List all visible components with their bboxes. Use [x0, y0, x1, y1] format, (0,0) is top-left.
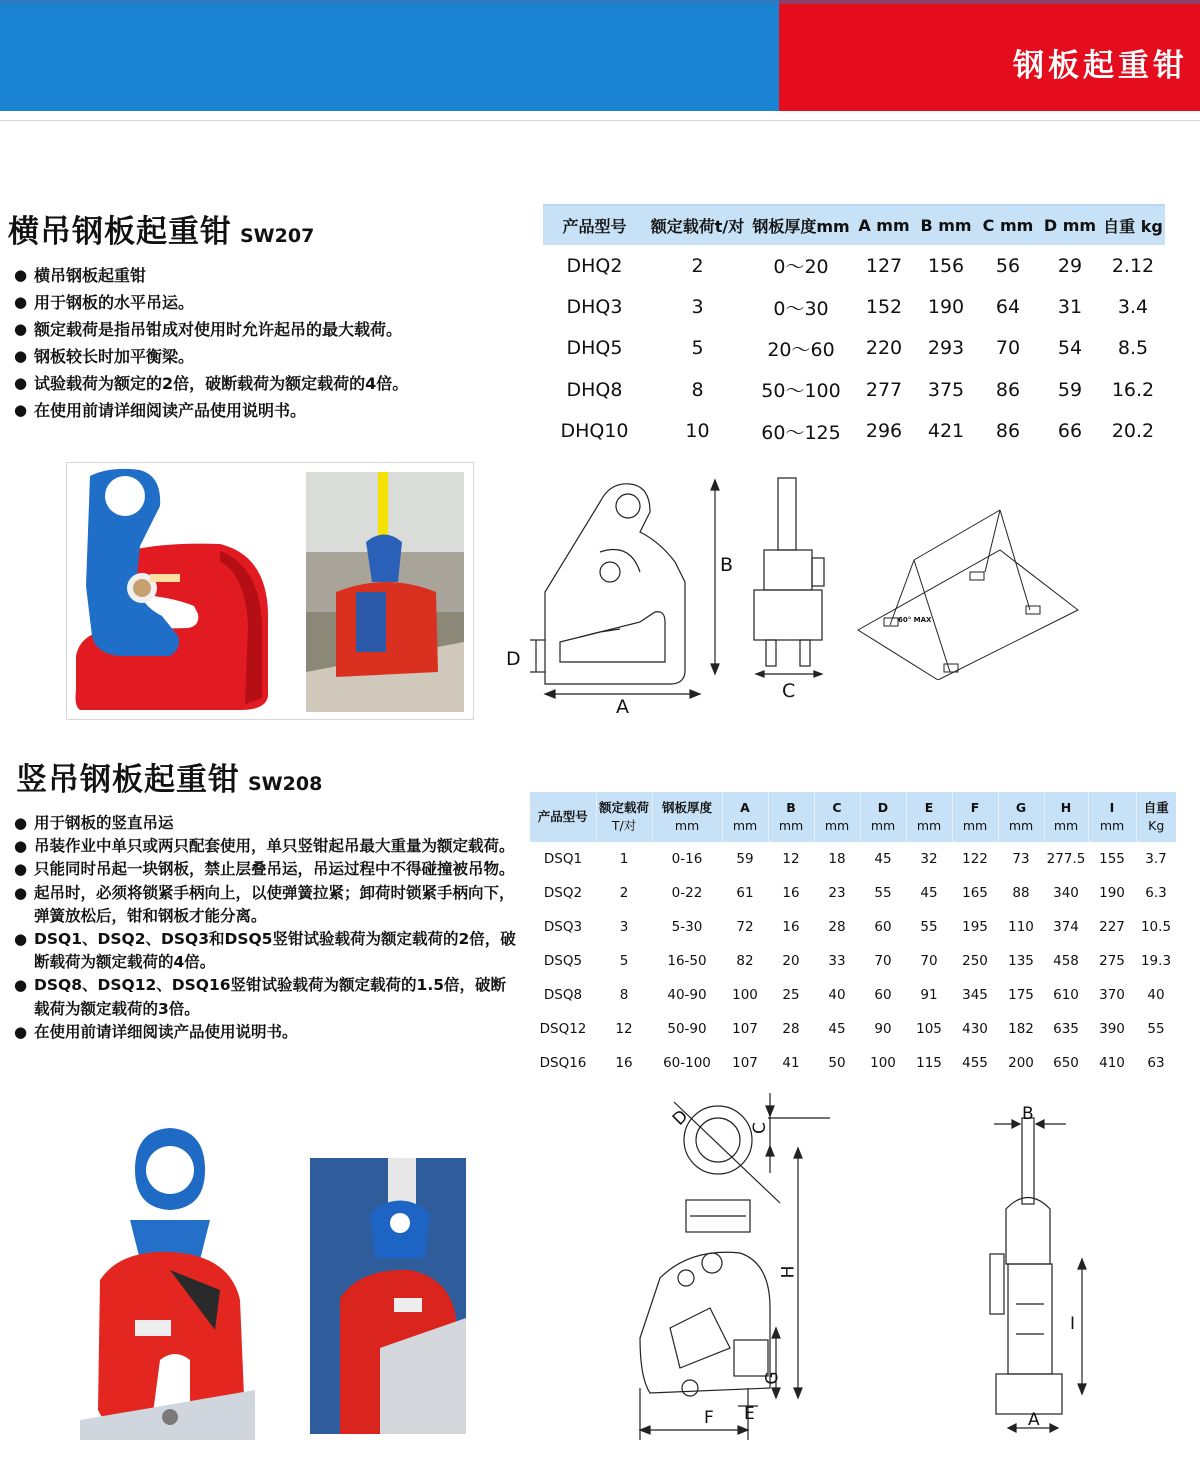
table-cell: 8.5 [1117, 337, 1149, 360]
table-cell: 60～125 [761, 421, 841, 444]
table-cell: 370 [1099, 987, 1125, 1003]
table-header-cell [1136, 792, 1176, 842]
table-header-cell: B mm [915, 205, 977, 245]
table-cell: DSQ5 [543, 953, 583, 969]
list-item: ● 起吊时，必须将锁紧手柄向上，以使弹簧拉紧；卸荷时锁紧手柄向下，弹簧放松后，钳和钢板才能分离。 [14, 882, 519, 928]
table-header-label: 自重 [1143, 800, 1169, 815]
table-cell: 340 [1053, 885, 1079, 901]
table-header-cell: 自重 kg [1101, 205, 1165, 245]
table-cell: 64 [995, 296, 1021, 319]
table-cell: 127 [865, 254, 903, 277]
table-row [530, 910, 1176, 944]
table-cell: 6.3 [1145, 885, 1167, 901]
table-header-unit: T/对 [611, 818, 637, 833]
table-header-label: A [740, 800, 750, 815]
angle-label: 60° MAX [898, 616, 932, 624]
vertical-clamp-front-drawing [986, 1104, 1096, 1438]
section2-spec-table [530, 792, 1176, 1080]
table-cell: 45 [828, 1021, 846, 1037]
section1-title [8, 206, 314, 251]
table-cell: 23 [828, 885, 846, 901]
table-header-cell [814, 792, 860, 842]
table-header-cell [906, 792, 952, 842]
table-header-cell [722, 792, 768, 842]
list-item: ● 用于钢板的水平吊运。 [14, 289, 514, 316]
table-cell: 60 [874, 987, 892, 1003]
banner-blue-block [0, 0, 779, 111]
table-cell: 16 [782, 919, 800, 935]
table-cell: 374 [1053, 919, 1079, 935]
vertical-clamp-photo [80, 1120, 255, 1440]
table-row [543, 245, 1165, 286]
table-cell: 61 [736, 885, 754, 901]
table-header-label: G [1015, 800, 1027, 815]
table-cell: DHQ3 [566, 296, 623, 319]
table-header-cell [768, 792, 814, 842]
list-item: ● 在使用前请详细阅读产品使用说明书。 [14, 397, 514, 424]
table-cell: 16.2 [1111, 378, 1155, 401]
table-cell: 88 [1012, 885, 1030, 901]
dim-label-g: G [762, 1371, 783, 1385]
table-row [530, 842, 1176, 876]
table-cell: 190 [1099, 885, 1125, 901]
table-cell: 421 [927, 420, 965, 443]
table-cell: DHQ10 [560, 420, 629, 443]
dim-label-a: A [616, 696, 629, 716]
list-item: ● 吊装作业中单只或两只配套使用，单只竖钳起吊最大重量为额定载荷。 [14, 835, 519, 858]
list-item: ● 横吊钢板起重钳 [14, 262, 514, 289]
section2-bullet-list [14, 812, 519, 1044]
table-cell: 40-90 [667, 987, 707, 1003]
table-cell: 20.2 [1111, 420, 1155, 443]
table-row [530, 1046, 1176, 1080]
dim-label-c: C [749, 1122, 770, 1134]
banner-top-line [0, 0, 1200, 4]
table-cell: 10.5 [1140, 919, 1172, 935]
section2-title [16, 754, 322, 799]
table-header-label: 产品型号 [537, 809, 588, 824]
table-cell: 227 [1099, 919, 1125, 935]
table-cell: 19.3 [1140, 953, 1172, 969]
table-cell: 63 [1147, 1055, 1165, 1071]
table-cell: 29 [1057, 254, 1083, 277]
table-cell: 296 [865, 420, 903, 443]
dim-label-c: C [782, 680, 796, 702]
table-header-cell [530, 792, 596, 842]
section2-code: SW208 [248, 773, 323, 795]
table-cell: 650 [1053, 1055, 1079, 1071]
table-header-cell: C mm [977, 205, 1039, 245]
vertical-clamp-side-drawing [630, 1088, 850, 1440]
table-cell: 8 [619, 987, 629, 1003]
table-cell: 610 [1053, 987, 1079, 1003]
table-cell: 41 [782, 1055, 800, 1071]
list-item: ● DSQ1、DSQ2、DSQ3和DSQ5竖钳试验载荷为额定载荷的2倍，破断载荷为额定载荷的4倍。 [14, 928, 519, 974]
table-cell: 86 [995, 378, 1021, 401]
dim-label-b: B [720, 554, 734, 576]
section1-spec-table [543, 204, 1165, 452]
table-header-label: C [832, 800, 842, 815]
table-cell: 18 [828, 851, 846, 867]
table-cell: 40 [1147, 987, 1165, 1003]
table-cell: 110 [1008, 919, 1034, 935]
table-cell: 3.7 [1145, 851, 1167, 867]
horizontal-clamp-photo [70, 466, 270, 716]
table-header-unit: mm [674, 818, 700, 833]
table-header-label: D [877, 800, 889, 815]
horizontal-clamp-front-drawing [750, 476, 830, 704]
table-cell: 200 [1008, 1055, 1034, 1071]
table-header-unit: mm [1099, 818, 1125, 833]
table-header-cell [652, 792, 722, 842]
table-cell: 66 [1057, 420, 1083, 443]
list-item: ● 在使用前请详细阅读产品使用说明书。 [14, 1021, 519, 1044]
table-cell: 60-100 [663, 1055, 711, 1071]
table-cell: 635 [1053, 1021, 1079, 1037]
table-header-label: H [1060, 800, 1072, 815]
list-item: ● 用于钢板的竖直吊运 [14, 812, 519, 835]
section1-code: SW207 [240, 225, 315, 247]
table-cell: 3 [619, 919, 629, 935]
table-cell: 28 [782, 1021, 800, 1037]
horizontal-clamp-side-drawing [500, 472, 750, 716]
table-header-unit: mm [732, 818, 758, 833]
table-cell: 70 [920, 953, 938, 969]
table-cell: 33 [828, 953, 846, 969]
table-cell: DHQ2 [566, 254, 623, 277]
table-row [530, 1012, 1176, 1046]
table-cell: 16 [615, 1055, 633, 1071]
table-header-unit: mm [824, 818, 850, 833]
table-row [530, 978, 1176, 1012]
table-cell: 40 [828, 987, 846, 1003]
table-cell: 59 [1057, 378, 1083, 401]
table-header-cell: D mm [1039, 205, 1101, 245]
banner-title: 钢板起重钳 [1013, 48, 1188, 84]
table-row [543, 328, 1165, 369]
table-header-unit: mm [870, 818, 896, 833]
list-item: ● 试验载荷为额定的2倍，破断载荷为额定载荷的4倍。 [14, 370, 514, 397]
table-cell: 0～20 [773, 256, 829, 279]
table-cell: 458 [1053, 953, 1079, 969]
table-cell: 175 [1008, 987, 1034, 1003]
table-cell: 190 [927, 296, 965, 319]
table-cell: 0～30 [773, 297, 829, 320]
table-cell: 3.4 [1117, 296, 1149, 319]
table-cell: 455 [962, 1055, 988, 1071]
table-cell: 60 [874, 919, 892, 935]
table-cell: 100 [870, 1055, 896, 1071]
table-header-unit: Kg [1148, 818, 1165, 833]
table-row [530, 944, 1176, 978]
table-cell: DSQ1 [543, 851, 583, 867]
table-cell: 220 [865, 337, 903, 360]
table-cell: 155 [1099, 851, 1125, 867]
table-cell: 122 [962, 851, 988, 867]
table-cell: 73 [1012, 851, 1030, 867]
table-cell: 72 [736, 919, 754, 935]
table-cell: 3 [691, 296, 704, 319]
dim-label-i: I [1070, 1314, 1076, 1334]
table-cell: 5-30 [671, 919, 703, 935]
list-item: ● DSQ8、DSQ12、DSQ16竖钳试验载荷为额定载荷的1.5倍，破断载荷为额定载荷的3倍。 [14, 974, 519, 1020]
dim-label-d: D [506, 648, 521, 670]
section2-title-text: 竖吊钢板起重钳 [16, 762, 240, 798]
table-row [530, 876, 1176, 910]
table-cell: DSQ2 [543, 885, 583, 901]
table-header-unit: mm [1053, 818, 1079, 833]
table-cell: 91 [920, 987, 938, 1003]
table-header-unit: mm [962, 818, 988, 833]
table-cell: 430 [962, 1021, 988, 1037]
table-cell: 115 [916, 1055, 942, 1071]
table-cell: DSQ3 [543, 919, 583, 935]
table-cell: 165 [962, 885, 988, 901]
list-item: ● 钢板较长时加平衡梁。 [14, 343, 514, 370]
table-cell: 56 [995, 254, 1021, 277]
banner-divider [0, 120, 1200, 121]
table-header-cell: 钢板厚度mm [749, 205, 853, 245]
table-header-cell: 产品型号 [543, 205, 646, 245]
table-cell: 70 [874, 953, 892, 969]
table-cell: 8 [691, 378, 704, 401]
section1-title-text: 横吊钢板起重钳 [8, 214, 232, 250]
table-cell: 90 [874, 1021, 892, 1037]
table-header-cell [998, 792, 1044, 842]
table-header-cell [1088, 792, 1136, 842]
dim-label-a: A [1028, 1410, 1040, 1430]
table-cell: 152 [865, 296, 903, 319]
table-row [543, 286, 1165, 327]
table-cell: 250 [962, 953, 988, 969]
table-cell: 0-16 [671, 851, 703, 867]
table-cell: 275 [1099, 953, 1125, 969]
table-cell: 135 [1008, 953, 1034, 969]
lifting-sling-drawing [850, 500, 1080, 680]
table-cell: 156 [927, 254, 965, 277]
table-cell: 28 [828, 919, 846, 935]
table-cell: 100 [732, 987, 758, 1003]
table-cell: 107 [732, 1055, 758, 1071]
table-row [543, 369, 1165, 410]
table-cell: 277 [865, 378, 903, 401]
table-cell: 390 [1099, 1021, 1125, 1037]
table-cell: 54 [1057, 337, 1083, 360]
table-cell: 45 [874, 851, 892, 867]
table-cell: 86 [995, 420, 1021, 443]
table-header-row [543, 205, 1165, 245]
top-banner [0, 0, 1200, 111]
table-cell: 59 [736, 851, 754, 867]
table-header-cell [952, 792, 998, 842]
dim-label-h: H [778, 1265, 799, 1279]
table-cell: DHQ5 [566, 337, 623, 360]
table-header-label: E [924, 800, 934, 815]
dim-label-e: E [744, 1404, 755, 1424]
table-cell: 0-22 [671, 885, 703, 901]
table-cell: 70 [995, 337, 1021, 360]
table-cell: 5 [619, 953, 629, 969]
table-header-unit: mm [916, 818, 942, 833]
table-cell: 5 [691, 337, 704, 360]
table-cell: 50～100 [761, 380, 841, 403]
table-cell: 12 [615, 1021, 633, 1037]
table-cell: 16-50 [667, 953, 707, 969]
table-header-label: F [970, 800, 980, 815]
table-header-row [530, 792, 1176, 842]
table-cell: 277.5 [1046, 851, 1086, 867]
table-cell: 12 [782, 851, 800, 867]
table-header-label: 钢板厚度 [661, 800, 712, 815]
table-cell: 50 [828, 1055, 846, 1071]
table-cell: 105 [916, 1021, 942, 1037]
table-cell: 50-90 [667, 1021, 707, 1037]
dim-label-b: B [1022, 1104, 1034, 1124]
table-cell: DHQ8 [566, 378, 623, 401]
table-cell: 2 [691, 254, 704, 277]
table-header-unit: mm [1008, 818, 1034, 833]
table-cell: DSQ12 [539, 1021, 587, 1037]
table-cell: 345 [962, 987, 988, 1003]
table-cell: 2 [619, 885, 629, 901]
table-cell: 195 [962, 919, 988, 935]
table-cell: 20 [782, 953, 800, 969]
table-cell: 182 [1008, 1021, 1034, 1037]
table-header-cell [860, 792, 906, 842]
table-header-unit: mm [778, 818, 804, 833]
table-cell: 25 [782, 987, 800, 1003]
table-cell: DSQ8 [543, 987, 583, 1003]
horizontal-clamp-usage-photo [306, 472, 464, 712]
table-cell: 32 [920, 851, 938, 867]
table-cell: 31 [1057, 296, 1083, 319]
table-header-cell [1044, 792, 1088, 842]
table-cell: 10 [685, 420, 710, 443]
table-cell: 45 [920, 885, 938, 901]
section1-bullet-list [14, 262, 514, 424]
table-cell: 2.12 [1111, 254, 1155, 277]
list-item: ● 额定载荷是指吊钳成对使用时允许起吊的最大载荷。 [14, 316, 514, 343]
table-header-label: B [786, 800, 796, 815]
table-cell: 410 [1099, 1055, 1125, 1071]
table-header-cell [596, 792, 652, 842]
table-cell: 1 [619, 851, 629, 867]
table-cell: 55 [1147, 1021, 1165, 1037]
table-cell: 107 [732, 1021, 758, 1037]
vertical-clamp-usage-photo [310, 1158, 466, 1434]
table-cell: 16 [782, 885, 800, 901]
table-header-label: 额定载荷 [598, 800, 649, 815]
dim-label-f: F [704, 1408, 714, 1428]
dim-label-d: D [668, 1106, 693, 1130]
list-item: ● 只能同时吊起一块钢板，禁止层叠吊运，吊运过程中不得碰撞被吊物。 [14, 858, 519, 881]
table-cell: 55 [920, 919, 938, 935]
table-cell: 82 [736, 953, 754, 969]
table-cell: 55 [874, 885, 892, 901]
table-cell: 293 [927, 337, 965, 360]
table-header-cell: 额定载荷t/对 [646, 205, 749, 245]
table-cell: 375 [927, 378, 965, 401]
table-cell: DSQ16 [539, 1055, 587, 1071]
table-cell: 20～60 [767, 338, 835, 361]
table-header-cell: A mm [853, 205, 915, 245]
table-header-label: I [1109, 800, 1115, 815]
table-row [543, 411, 1165, 452]
